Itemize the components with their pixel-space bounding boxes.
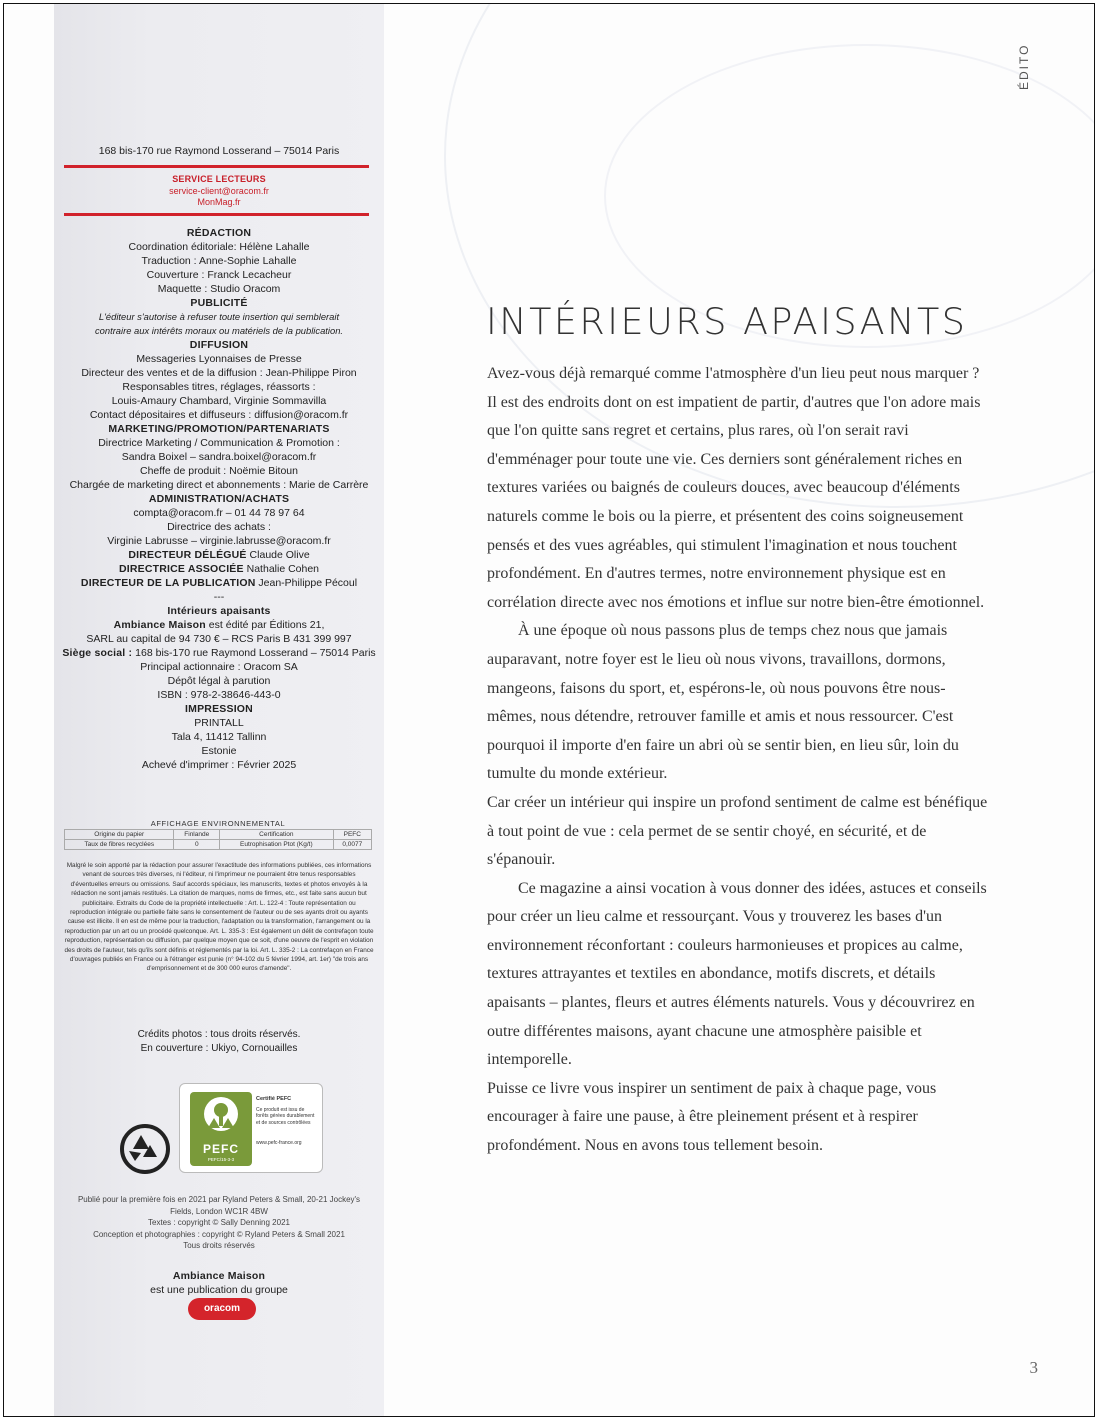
impression-line: Tala 4, 11412 Tallinn	[171, 731, 267, 743]
section-label	[1017, 44, 1031, 104]
magazine-page	[3, 3, 1095, 1417]
redaction-line: Couverture : Franck Lecacheur	[146, 269, 292, 281]
directrice-associee-label: DIRECTRICE ASSOCIÉE	[118, 563, 244, 575]
impression-heading: IMPRESSION	[185, 703, 253, 715]
actionnaire: Principal actionnaire : Oracom SA	[140, 661, 298, 673]
pefc-code: PEFC/15-3-3	[207, 1157, 235, 1162]
group-info	[54, 1269, 384, 1297]
separator: ---	[213, 591, 225, 603]
diffusion-line: Louis-Amaury Chambard, Virginie Sommavilla	[111, 395, 327, 407]
capital-line: SARL au capital de 94 730 € – RCS Paris B 431 399 997	[86, 633, 352, 645]
publication-line: Publié pour la première fois en 2021 par Ryland Peters & Small, 20-21 Jockey's	[77, 1195, 361, 1204]
redaction-line: Maquette : Studio Oracom	[157, 283, 281, 295]
publicite-line: contraire aux intérêts moraux ou matériels de la publication.	[94, 325, 344, 336]
directeur-publication-name: Jean-Philippe Pécoul	[255, 577, 358, 589]
publication-line: Conception et photographies : copyright © Ryland Peters & Small 2021	[93, 1229, 345, 1239]
paragraph: Puisse ce livre vous inspirer un sentiment de paix à chaque page, vous encourager à faire une pause, à être pleinement présent et à respirer profondément. Nous en avons tous tellement besoin.	[487, 1079, 937, 1155]
publication-line: Fields, London WC1R 4BW	[170, 1206, 268, 1216]
directeur-publication-label: DIRECTEUR DE LA PUBLICATION	[80, 577, 256, 589]
address-text: 168 bis-170 rue Raymond Losserand – 75014 Paris	[98, 145, 340, 157]
pefc-title: Certifié PEFC	[256, 1096, 292, 1102]
edito-label: ÉDITO	[1017, 43, 1031, 90]
edition-brand: Ambiance Maison	[113, 619, 206, 631]
admin-line: Directrice des achats :	[167, 521, 271, 533]
publicite-heading: PUBLICITÉ	[190, 297, 248, 309]
pefc-description	[256, 1096, 318, 1147]
edition-rest: est édité par Éditions 21,	[205, 619, 325, 631]
publicite-line: L'éditeur s'autorise à refuser toute insertion qui semblerait	[98, 311, 340, 322]
marketing-line: Chargée de marketing direct et abonnements : Marie de Carrère	[69, 479, 369, 491]
paragraph: Car créer un intérieur qui inspire un profond sentiment de calme est bénéfique à tout point de vue : cela permet de se sentir choyé, en sécurité, et de s'épanouir.	[487, 793, 988, 869]
isbn: ISBN : 978-2-38646-443-0	[157, 689, 281, 701]
imprint-address	[54, 144, 384, 158]
redaction-line: Traduction : Anne-Sophie Lahalle	[141, 255, 297, 267]
legal-text: Malgré le soin apporté par la rédaction pour assurer l'exactitude des informations publiées, ces informations venant de sources très diverses, ni l'éditeur, ni l'imprimeur ne pourraient être tenus responsables d'éventuelles erreurs ou omissions. Sauf accords spéciaux, les manuscrits, textes et photos envoyés à la rédaction ne sont jamais restitués. La citation de marques, noms de firmes, etc., est faite sans aucun but publicitaire. Extraits du Code de la propriété intellectuelle : Art. L. 122-4 : Toute représentation ou reproduction intégrale ou partielle faite sans le consentement de l'auteur ou de ses ayants droit ou ayants cause est illicite. Il en est de même pour la traduction, l'adaptation ou la transformation, l'arrangement ou la reproduction par un art ou un procédé quelconque. Art. L. 335-3 : Est également un délit de contrefaçon toute reproduction, représentation ou diffusion, par quelque moyen que ce soit, d'une oeuvre de l'esprit en violation des droits de l'auteur, tels qu'ils sont définis et réglementés par la loi. Art. L. 335-2 : La contrefaçon en France d'ouvrages publiés en France ou à l'étranger est punie (n° 94-102 du 5 février 1994, art. 1er) "de trois ans d'emprisonnement et de 300 000 euros d'amende".	[64, 862, 374, 973]
publication-line: Tous droits réservés	[183, 1241, 255, 1250]
paragraph: Avez-vous déjà remarqué comme l'atmosphère d'un lieu peut nous marquer ? Il est des endroits dont on est impatient de partir, d'autres que l'on adore mais que l'on quitte sans regret et certains, plus rares, où l'on serait ravi d'emménager pour toute une vie. Ces derniers sont généralement riches en textures variées ou baignés de couleurs douces, avec beaucoup d'éléments naturels comme le bois ou la pierre, et présentent des coins soigneusement pensés et des vues agréables, qui stimulent l'imagination et nous touchent profondément. En d'autres termes, notre environnement physique est en corrélation directe avec nos émotions et influe sur notre bien-être émotionnel.	[487, 365, 985, 611]
pefc-url[interactable]: www.pefc-france.org	[256, 1140, 302, 1146]
diffusion-line: Messageries Lyonnaises de Presse	[136, 353, 302, 365]
directeur-delegue-label: DIRECTEUR DÉLÉGUÉ	[128, 549, 247, 561]
service-email[interactable]: service-client@oracom.fr	[169, 185, 269, 196]
diffusion-line: Contact dépositaires et diffuseurs : diffusion@oracom.fr	[89, 409, 349, 421]
diffusion-line: Directeur des ventes et de la diffusion : Jean-Philippe Piron	[81, 367, 357, 379]
group-line: est une publication du groupe	[150, 1284, 288, 1296]
credits-line: En couverture : Ukiyo, Cornouailles	[140, 1043, 298, 1054]
admin-line: compta@oracom.fr – 01 44 78 97 64	[133, 507, 305, 519]
impression-line: PRINTALL	[194, 717, 244, 729]
siege-label: Siège social :	[62, 647, 133, 659]
oracom-logo: oracom	[188, 1298, 256, 1320]
publication-line: Textes : copyright © Sally Denning 2021	[148, 1218, 290, 1227]
photo-credits	[54, 1028, 384, 1056]
table-row	[65, 830, 372, 840]
diffusion-heading: DIFFUSION	[189, 339, 249, 351]
admin-heading: ADMINISTRATION/ACHATS	[148, 493, 290, 505]
table-cell: 0,0077	[333, 840, 371, 850]
redaction-block	[54, 226, 384, 772]
service-site[interactable]: MonMag.fr	[197, 197, 241, 207]
group-brand: Ambiance Maison	[172, 1270, 266, 1282]
table-cell: Certification	[220, 830, 334, 840]
service-lecteurs	[54, 174, 384, 209]
pefc-logo-text: PEFC	[202, 1142, 239, 1156]
redaction-heading: RÉDACTION	[186, 227, 252, 239]
impression-line: Achevé d'imprimer : Février 2025	[141, 759, 297, 771]
issue-title: Intérieurs apaisants	[167, 605, 271, 617]
env-title: AFFICHAGE ENVIRONNEMENTAL	[150, 819, 286, 828]
paragraph: Ce magazine a ainsi vocation à vous donner des idées, astuces et conseils pour créer un lieu calme et ressourçant. Vous y trouverez les bases d'un environnement réconfortant : couleurs harmonieuses et propices au calme, textures attrayantes et textiles en abondance, motifs discrets, et détails apaisants – plantes, fleurs et autres éléments naturels. Vous y découvrirez en outre différentes maisons, ayant chacune une atmosphère paisible et intemporelle.	[487, 879, 987, 1069]
directeur-delegue-name: Claude Olive	[246, 549, 310, 561]
marketing-line: Cheffe de produit : Noëmie Bitoun	[140, 465, 298, 477]
legal-notice	[64, 861, 374, 974]
directeur-delegue	[54, 548, 384, 562]
service-heading: SERVICE LECTEURS	[172, 174, 266, 184]
directrice-associee	[54, 562, 384, 576]
table-cell: Eutrophisation Ptot (Kg/t)	[220, 840, 334, 850]
article-body	[487, 360, 992, 1161]
directrice-associee-name: Nathalie Cohen	[243, 563, 320, 575]
environment-table	[64, 829, 372, 850]
redaction-line: Coordination éditoriale: Hélène Lahalle	[128, 241, 310, 253]
edition-line	[54, 618, 384, 632]
table-cell: Taux de fibres recyclées	[65, 840, 174, 850]
pefc-text: Ce produit est issu de forêts gérées durablement et de sources contrôlées	[256, 1106, 315, 1126]
siege-line	[54, 646, 384, 660]
depot-legal: Dépôt légal à parution	[167, 675, 271, 687]
table-cell: 0	[174, 840, 220, 850]
table-cell: PEFC	[333, 830, 371, 840]
paragraph: À une époque où nous passons plus de temps chez nous que jamais auparavant, notre foyer est le lieu où nous vivons, travaillons, dormons, mangeons, faisons du sport, et, espérons-le, où nous pouvons être nous-mêmes, nous détendre, retrouver famille et amis et nous ressourcer. C'est pourquoi il importe d'en faire un abri où se sentir bien, en lieu sûr, loin du tumulte du monde extérieur.	[487, 622, 959, 783]
table-cell: Origine du papier	[65, 830, 174, 840]
marketing-line: Sandra Boixel – sandra.boixel@oracom.fr	[121, 451, 317, 463]
table-cell: Finlande	[174, 830, 220, 840]
red-divider-top	[64, 165, 369, 168]
page-title: INTÉRIEURS APAISANTS	[486, 300, 968, 343]
marketing-line: Directrice Marketing / Communication & Promotion :	[98, 437, 340, 449]
page-number: 3	[1029, 1358, 1038, 1377]
diffusion-line: Responsables titres, réglages, réassorts :	[122, 381, 316, 393]
pefc-logo	[190, 1092, 252, 1166]
directeur-publication	[54, 576, 384, 590]
publication-info	[54, 1194, 384, 1252]
table-row	[65, 840, 372, 850]
recycle-icon	[119, 1119, 171, 1177]
siege-value: 168 bis-170 rue Raymond Losserand – 75014 Paris	[132, 647, 376, 659]
impression-line: Estonie	[201, 745, 237, 757]
admin-line: Virginie Labrusse – virginie.labrusse@oracom.fr	[107, 535, 331, 547]
red-divider-bottom	[64, 213, 369, 216]
pefc-badge	[179, 1083, 323, 1173]
pefc-tree-icon	[190, 1092, 252, 1142]
credits-line: Crédits photos : tous droits réservés.	[137, 1029, 301, 1040]
marketing-heading: MARKETING/PROMOTION/PARTENARIATS	[108, 423, 330, 435]
